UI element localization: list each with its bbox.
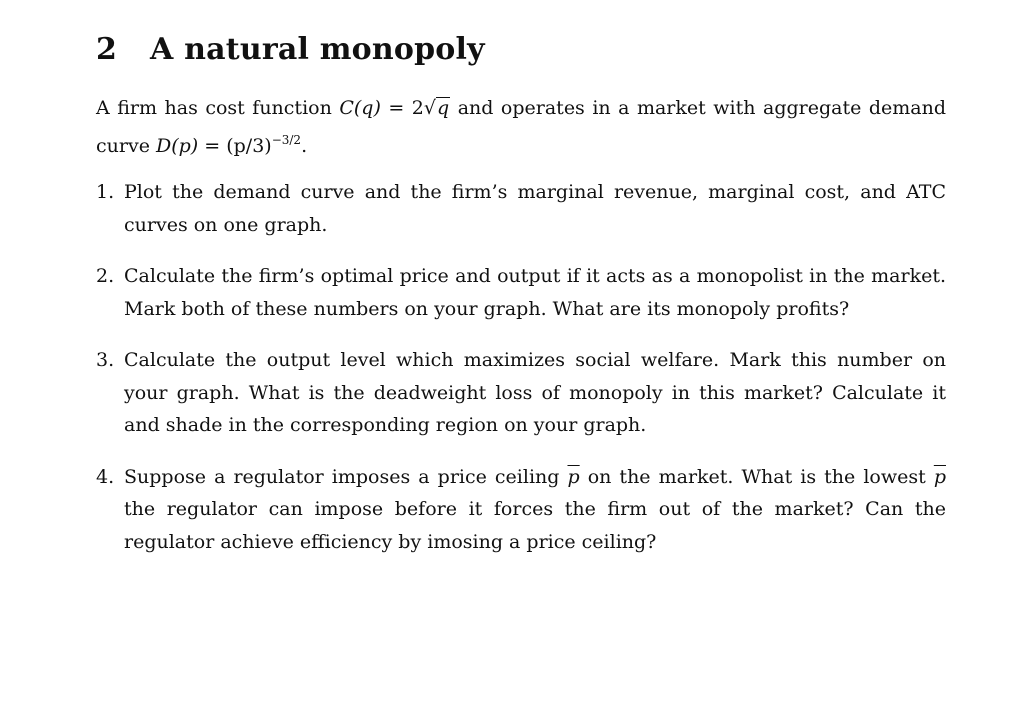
sqrt-icon: √: [423, 97, 437, 119]
intro-text-1: A firm has cost function: [96, 97, 340, 119]
demand-exponent: −3/2: [271, 133, 302, 147]
demand-function-rhs: = (p/3): [198, 135, 272, 157]
section-title: A natural monopoly: [150, 32, 485, 67]
section-heading: [96, 30, 485, 70]
question-number: 2.: [96, 265, 115, 287]
section-number: 2: [96, 32, 118, 67]
question-list: [96, 176, 946, 577]
price-ceiling-symbol: $\overline{p}$: [933, 465, 946, 488]
cost-function-lhs: C(q): [339, 97, 381, 119]
question-text: Plot the demand curve and the firm’s marginal revenue, marginal cost, and ATC curves on one graph.: [124, 181, 946, 236]
price-ceiling-symbol: $\overline{p}$: [567, 465, 580, 488]
intro-paragraph: [96, 92, 946, 162]
question-item-3: [96, 344, 946, 442]
question-text: Calculate the firm’s optimal price and output if it acts as a monopolist in the market. Mark both of these numbers on your graph. What are its monopoly profits?: [124, 265, 946, 320]
intro-text-2: and operates in a market with aggregate demand curve: [96, 97, 947, 157]
question-number: 1.: [96, 181, 115, 203]
demand-function-lhs: D(p): [155, 135, 199, 157]
question-text-a: Suppose a regulator imposes a price ceiling: [124, 465, 568, 488]
question-item-4: [96, 461, 946, 559]
question-item-2: [96, 260, 946, 325]
question-text-c: the regulator can impose before it forces the firm out of the market? Can the regulator achieve efficiency by imosing a price ceiling?: [124, 498, 946, 553]
sqrt-radicand: q: [437, 97, 450, 119]
question-number: 4.: [96, 465, 115, 488]
question-text-b: on the market. What is the lowest: [579, 465, 934, 488]
cost-function-equals: = 2: [380, 97, 424, 119]
intro-period: .: [301, 135, 308, 157]
question-number: 3.: [96, 349, 115, 371]
question-text: Calculate the output level which maximizes social welfare. Mark this number on your graph. What is the deadweight loss of monopoly in this market? Calculate it and shade in the corresponding region on your graph.: [124, 349, 946, 436]
question-item-1: [96, 176, 946, 241]
